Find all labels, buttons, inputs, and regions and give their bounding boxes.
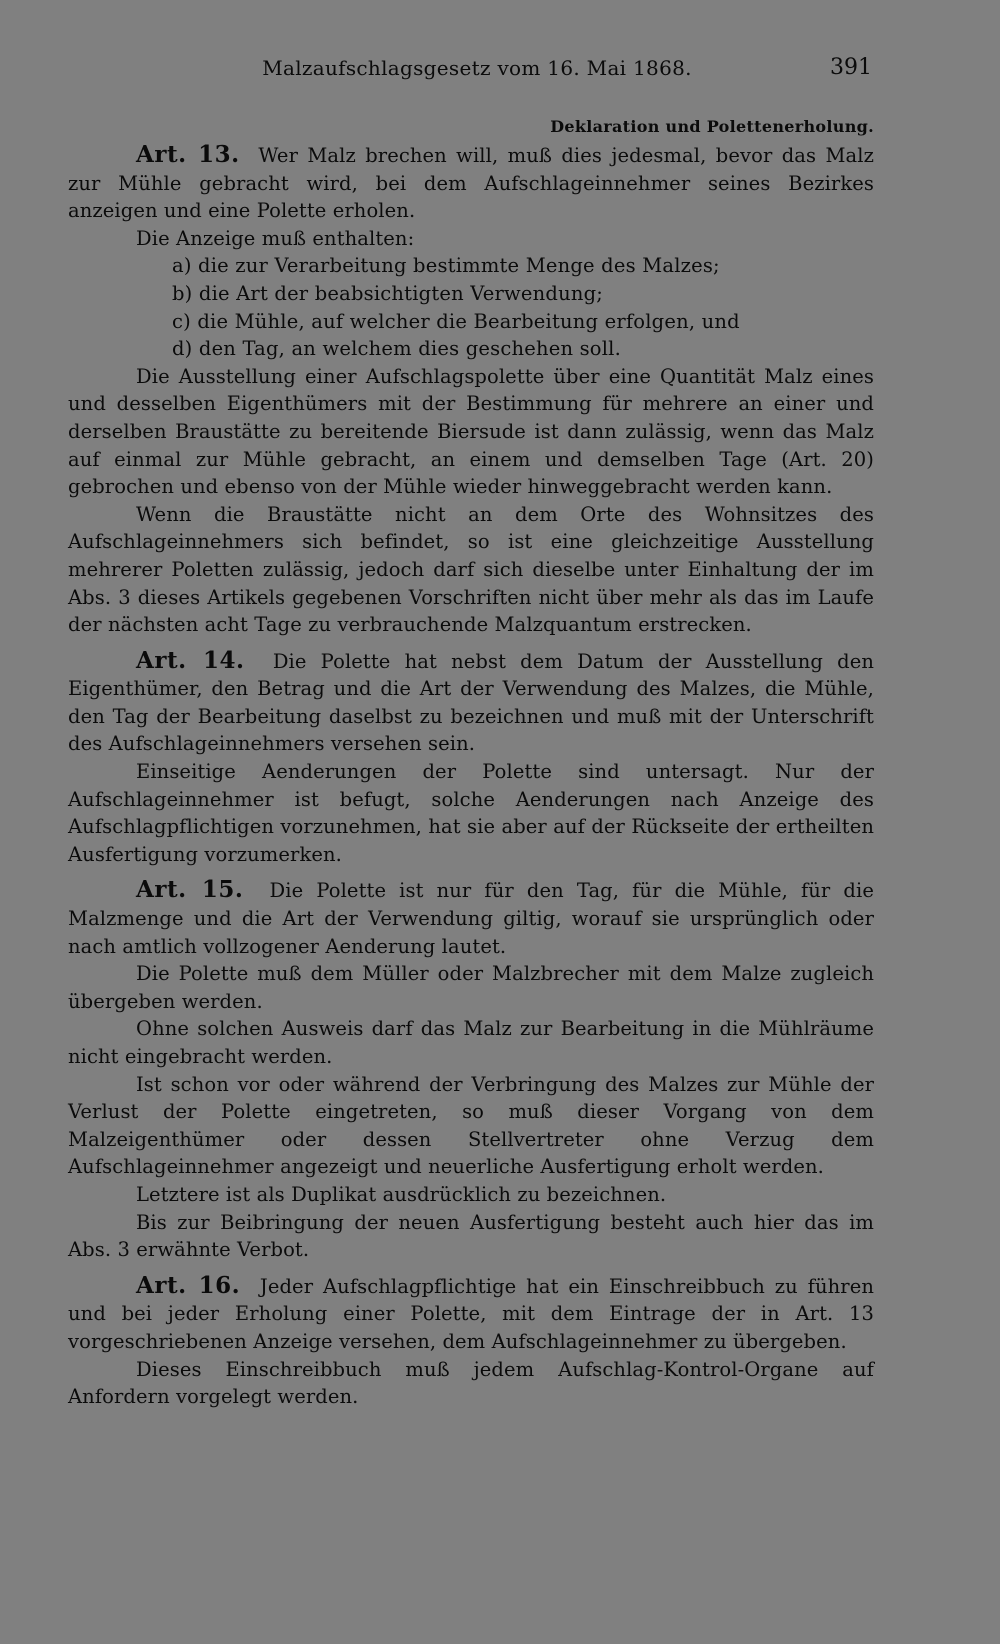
paragraph-text: Letztere ist als Duplikat ausdrücklich zu bezeichnen. — [136, 1182, 667, 1206]
paragraph-text: Einseitige Aenderungen der Polette sind untersagt. Nur der Aufschlageinnehmer ist befugt, solche Aenderungen nach Anzeige des Aufschlagpflichtigen vorzunehmen, hat sie aber auf der Rückseite der ertheilten Ausfertigung vorzumerken. — [68, 760, 874, 866]
running-header: Malzaufschlagsgesetz vom 16. Mai 1868. — [262, 56, 692, 80]
article-label: Art. 14. — [136, 646, 245, 674]
paragraph-text: Die Ausstellung einer Aufschlagspolette über eine Quantität Malz eines und desselben Eigenthümers mit der Bestimmung für mehrere an einer und derselben Braustätte zu bereitende Biersude ist dann zulässig, wenn das Malz auf einmal zur Mühle gebracht, an einem und demselben Tage (Art. 20) gebrochen und ebenso von der Mühle wieder hinweggebracht werden kann. — [68, 364, 874, 499]
article-paragraph — [68, 647, 874, 758]
paragraph-text: Wer Malz brechen will, muß dies jedesmal, bevor das Malz zur Mühle gebracht wird, bei dem Aufschlageinnehmer seines Bezirkes anzeigen und eine Polette erholen. — [68, 144, 874, 223]
article-label: Art. 15. — [136, 876, 244, 904]
requirements-list — [68, 252, 874, 362]
article-14 — [68, 647, 874, 869]
article-16 — [68, 1272, 874, 1411]
list-item: d) den Tag, an welchem dies geschehen soll. — [172, 337, 622, 361]
paragraph-text: Wenn die Braustätte nicht an dem Orte des Wohnsitzes des Aufschlageinnehmers sich befindet, so ist eine gleichzeitige Ausstellung mehrerer Poletten zulässig, jedoch darf sich dieselbe unter Einhaltung der im Abs. 3 dieses Artikels gegebenen Vorschriften nicht über mehr als das im Laufe der nächsten acht Tage zu verbrauchende Malzquantum erstrecken. — [68, 502, 874, 637]
section-heading: Deklaration und Polettenerholung. — [550, 117, 874, 136]
article-label: Art. 13. — [136, 141, 240, 168]
list-intro: Die Anzeige muß enthalten: — [136, 226, 415, 250]
article-label: Art. 16. — [136, 1271, 241, 1299]
paragraph-text: Die Polette hat nebst dem Datum der Ausstellung den Eigenthümer, den Betrag und die Art der Verwendung des Malzes, die Mühle, den Tag der Bearbeitung daselbst zu bezeichnen und muß mit der Unterschrift des Aufschlageinnehmers versehen sein. — [68, 649, 874, 756]
article-paragraph — [68, 141, 874, 225]
paragraph-text: Die Polette muß dem Müller oder Malzbrecher mit dem Malze zugleich übergeben werden. — [68, 962, 874, 1013]
paragraph-text: Ohne solchen Ausweis darf das Malz zur Bearbeitung in die Mühlräume nicht eingebracht werden. — [68, 1017, 874, 1068]
article-paragraph — [68, 876, 874, 960]
paragraph-text: Die Polette ist nur für den Tag, für die Mühle, für die Malzmenge und die Art der Verwendung giltig, worauf sie ursprünglich oder nach amtlich vollzogener Aenderung lautet. — [68, 879, 874, 958]
article-paragraph — [68, 1272, 874, 1356]
paragraph-text: Bis zur Beibringung der neuen Ausfertigung besteht auch hier das im Abs. 3 erwähnte Verbot. — [68, 1210, 874, 1262]
page-number: 391 — [830, 55, 872, 80]
paragraph-text: Jeder Aufschlagpflichtige hat ein Einschreibbuch zu führen und bei jeder Erholung einer Polette, mit dem Eintrage der in Art. 13 vorgeschriebenen Anzeige versehen, dem Aufschlageinnehmer zu übergeben. — [68, 1274, 874, 1353]
article-13 — [68, 141, 874, 639]
list-item: b) die Art der beabsichtigten Verwendung; — [172, 281, 604, 305]
article-15 — [68, 876, 874, 1263]
paragraph-text: Dieses Einschreibbuch muß jedem Aufschlag-Kontrol-Organe auf Anfordern vorgelegt werden. — [68, 1357, 874, 1409]
page-body — [68, 113, 874, 1411]
list-item: c) die Mühle, auf welcher die Bearbeitung erfolgen, und — [172, 309, 740, 333]
list-item: a) die zur Verarbeitung bestimmte Menge des Malzes; — [172, 254, 720, 278]
paragraph-text: Ist schon vor oder während der Verbringung des Malzes zur Mühle der Verlust der Polette eingetreten, so muß dieser Vorgang von dem Malzeigenthümer oder dessen Stellvertreter ohne Verzug dem Aufschlageinnehmer angezeigt und neuerliche Ausfertigung erholt werden. — [68, 1072, 874, 1179]
